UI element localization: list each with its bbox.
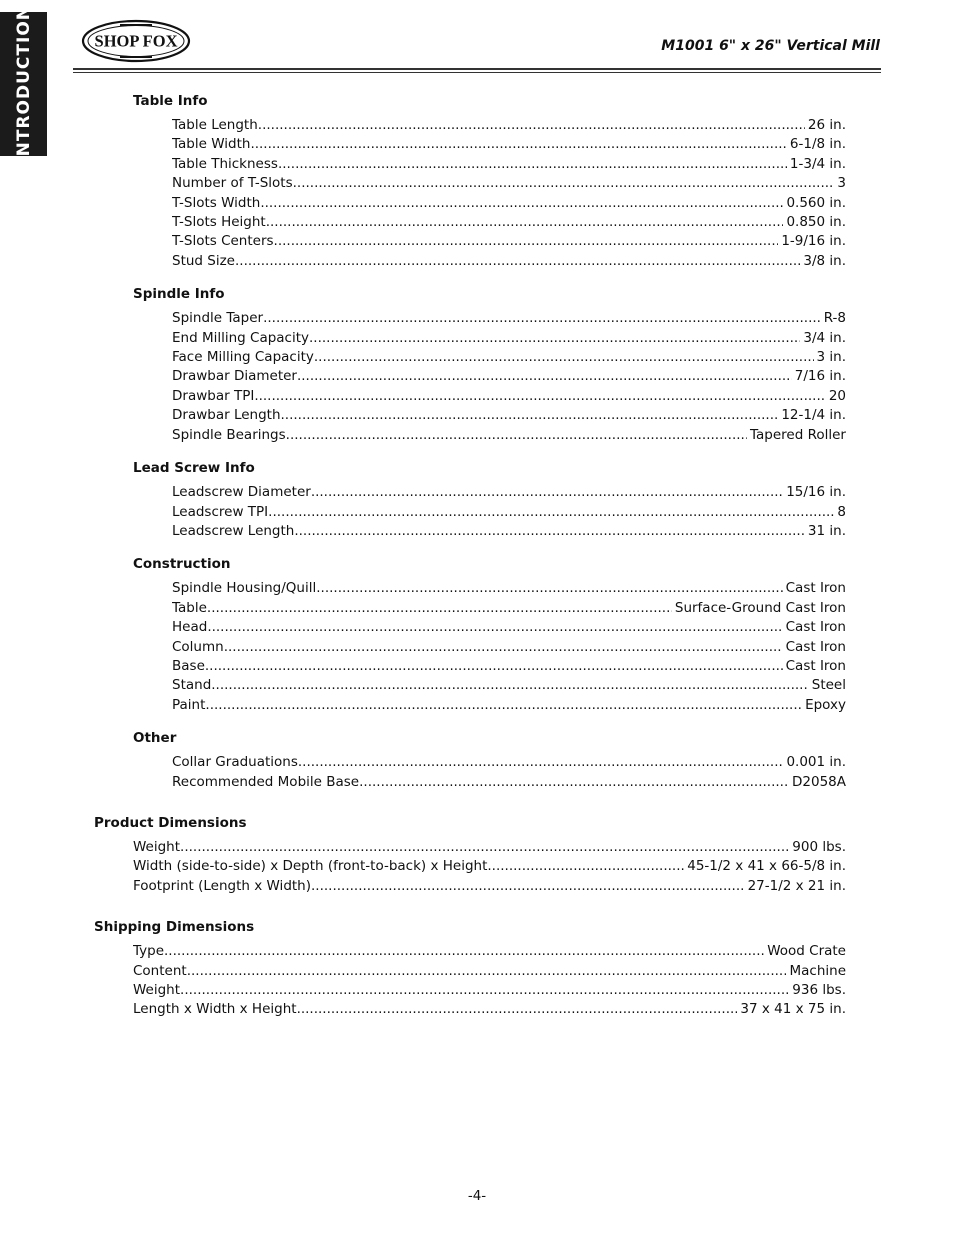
- spec-value: 15/16 in.: [786, 484, 846, 501]
- dot-leader: [205, 696, 802, 715]
- page-number: -4-: [467, 1188, 487, 1204]
- spec-label: T-Slots Width: [172, 194, 261, 211]
- spec-row: [172, 657, 846, 676]
- spec-label: Table Thickness: [172, 155, 278, 172]
- spec-row: [172, 599, 846, 618]
- dot-leader: [207, 599, 672, 618]
- spec-row: [172, 618, 846, 637]
- spec-row: [172, 329, 846, 348]
- spec-value: Steel: [811, 677, 846, 694]
- spec-value: 3/4 in.: [803, 329, 846, 346]
- spec-label: Collar Graduations: [172, 754, 298, 771]
- spec-label: Leadscrew TPI: [172, 503, 269, 520]
- dot-leader: [316, 579, 782, 598]
- dot-leader: [266, 213, 784, 232]
- spec-value: R-8: [823, 310, 846, 327]
- spec-value: 27-1/2 x 21 in.: [747, 877, 846, 894]
- spec-row: [172, 309, 846, 328]
- spec-row: [172, 348, 846, 367]
- logo-wordmark: SHOP FOX: [94, 31, 178, 51]
- dot-leader: [297, 367, 792, 386]
- dot-leader: [298, 753, 784, 772]
- specifications-list: [0, 92, 954, 1042]
- spec-section: [0, 814, 954, 896]
- dot-leader: [258, 116, 805, 135]
- dot-leader: [187, 962, 787, 981]
- spec-row: [172, 773, 846, 792]
- dot-leader: [254, 387, 826, 406]
- spec-value: Epoxy: [805, 696, 846, 713]
- spec-value: 26 in.: [807, 117, 846, 133]
- dot-leader: [278, 155, 787, 174]
- dot-leader: [309, 329, 800, 348]
- dot-leader: [263, 309, 821, 328]
- document-title: M1001 6" x 26" Vertical Mill: [661, 38, 880, 54]
- dot-leader: [205, 657, 783, 676]
- spec-row: [133, 1000, 846, 1019]
- spec-value: 3/8 in.: [803, 252, 846, 269]
- spec-value: 12-1/4 in.: [781, 407, 846, 424]
- spec-label: Head: [172, 619, 208, 636]
- spec-value: 20: [828, 387, 846, 404]
- dot-leader: [487, 857, 684, 876]
- spec-row: [172, 367, 846, 386]
- header-rule-thin: [73, 72, 881, 73]
- spec-section-heading: Table Info: [133, 93, 208, 109]
- spec-value: 900 lbs.: [792, 838, 846, 855]
- dot-leader: [314, 348, 814, 367]
- dot-leader: [274, 232, 779, 251]
- header-rule: [73, 68, 881, 70]
- spec-row: [172, 753, 846, 772]
- spec-label: Table Width: [172, 136, 251, 153]
- spec-value: Cast Iron: [785, 657, 846, 674]
- dot-leader: [180, 838, 789, 857]
- spec-label: Face Milling Capacity: [172, 349, 314, 366]
- dot-leader: [235, 252, 800, 271]
- spec-label: Stand: [172, 677, 212, 694]
- spec-label: Leadscrew Length: [172, 522, 295, 539]
- dot-leader: [260, 194, 783, 213]
- spec-label: Drawbar TPI: [172, 387, 255, 404]
- spec-value: 31 in.: [807, 522, 846, 539]
- spec-value: Machine: [789, 962, 846, 979]
- spec-label: Number of T-Slots: [172, 175, 293, 192]
- spec-row: [172, 638, 846, 657]
- side-tab-label: INTRODUCTION: [13, 4, 34, 164]
- spec-value: Tapered Roller: [750, 426, 846, 443]
- spec-row: [172, 194, 846, 213]
- spec-label: Weight: [133, 838, 181, 855]
- spec-label: Paint: [172, 696, 206, 713]
- spec-row: [172, 676, 846, 695]
- spec-row: [172, 522, 846, 541]
- dot-leader: [297, 1000, 738, 1019]
- spec-row: [133, 838, 846, 857]
- spec-value: 1-9/16 in.: [781, 233, 846, 250]
- spec-value: 3 in.: [816, 349, 846, 366]
- dot-leader: [311, 483, 783, 502]
- spec-label: End Milling Capacity: [172, 329, 310, 346]
- spec-section-heading: Lead Screw Info: [133, 460, 255, 477]
- spec-label: Base: [172, 657, 205, 674]
- spec-section-heading: Other: [133, 730, 177, 747]
- spec-row: [172, 503, 846, 522]
- dot-leader: [268, 503, 834, 522]
- dot-leader: [293, 174, 835, 193]
- spec-row: [133, 942, 846, 961]
- spec-label: Leadscrew Diameter: [172, 484, 311, 501]
- spec-value: 936 lbs.: [792, 982, 846, 998]
- spec-row: [172, 387, 846, 406]
- spec-row: [133, 981, 846, 1000]
- spec-row: [133, 857, 846, 876]
- dot-leader: [224, 638, 783, 657]
- spec-label: Content: [133, 962, 187, 979]
- spec-label: T-Slots Centers: [172, 233, 274, 250]
- spec-value: 1-3/4 in.: [789, 155, 846, 172]
- spec-value: Wood Crate: [767, 943, 846, 960]
- dot-leader: [311, 877, 745, 896]
- spec-row: [172, 696, 846, 715]
- spec-label: Spindle Taper: [172, 310, 264, 327]
- dot-leader: [286, 426, 747, 445]
- spec-label: Table Length: [172, 117, 258, 133]
- spec-value: 3: [837, 175, 846, 192]
- spec-section: [0, 459, 954, 541]
- spec-label: Weight: [133, 982, 181, 998]
- spec-label: T-Slots Height: [172, 214, 266, 231]
- dot-leader: [359, 773, 789, 792]
- spec-value: 0.850 in.: [786, 214, 846, 231]
- dot-leader: [207, 618, 782, 637]
- spec-value: 45-1/2 x 41 x 66-5/8 in.: [687, 858, 846, 875]
- spec-label: Column: [172, 638, 224, 655]
- dot-leader: [294, 522, 805, 541]
- spec-row: [133, 962, 846, 981]
- spec-row: [172, 483, 846, 502]
- spec-label: Drawbar Diameter: [172, 368, 297, 385]
- shop-fox-logo: [80, 18, 192, 64]
- spec-value: Cast Iron: [785, 580, 846, 597]
- spec-row: [172, 232, 846, 251]
- spec-value: 37 x 41 x 75 in.: [740, 1001, 846, 1018]
- spec-value: 8: [837, 503, 846, 520]
- spec-row: [172, 116, 846, 135]
- spec-label: Footprint (Length x Width): [133, 877, 311, 894]
- spec-value: D2058A: [792, 773, 846, 790]
- spec-label: Width (side-to-side) x Depth (front-to-back) x Height: [133, 858, 488, 875]
- spec-label: Type: [133, 943, 165, 960]
- spec-section: [0, 92, 954, 271]
- spec-row: [172, 406, 846, 425]
- dot-leader: [164, 942, 764, 961]
- spec-row: [172, 426, 846, 445]
- spec-label: Recommended Mobile Base: [172, 773, 360, 790]
- spec-section-heading: Product Dimensions: [94, 814, 247, 831]
- spec-label: Length x Width x Height: [133, 1001, 297, 1018]
- spec-section: [0, 729, 954, 792]
- spec-label: Drawbar Length: [172, 407, 281, 424]
- spec-section-heading: Construction: [133, 556, 231, 573]
- spec-value: Surface-Ground Cast Iron: [674, 599, 846, 616]
- spec-section-heading: Spindle Info: [133, 286, 225, 303]
- dot-leader: [180, 981, 789, 1000]
- spec-section: [0, 555, 954, 715]
- spec-row: [172, 155, 846, 174]
- spec-section-heading: Shipping Dimensions: [94, 919, 255, 936]
- spec-row: [172, 174, 846, 193]
- spec-row: [172, 579, 846, 598]
- spec-value: 0.001 in.: [786, 754, 846, 771]
- spec-label: Stud Size: [172, 252, 235, 269]
- dot-leader: [281, 406, 779, 425]
- spec-label: Table: [172, 599, 207, 616]
- spec-value: Cast Iron: [785, 619, 846, 636]
- spec-row: [172, 213, 846, 232]
- dot-leader: [211, 676, 809, 695]
- spec-value: 6-1/8 in.: [789, 136, 846, 153]
- spec-value: Cast Iron: [785, 638, 846, 655]
- spec-row: [172, 252, 846, 271]
- spec-row: [133, 877, 846, 896]
- spec-row: [172, 135, 846, 154]
- spec-value: 7/16 in.: [794, 368, 846, 385]
- spec-label: Spindle Bearings: [172, 426, 286, 443]
- spec-section: [0, 918, 954, 1020]
- spec-value: 0.560 in.: [786, 194, 846, 211]
- spec-section: [0, 285, 954, 445]
- spec-label: Spindle Housing/Quill: [172, 580, 317, 597]
- dot-leader: [250, 135, 786, 154]
